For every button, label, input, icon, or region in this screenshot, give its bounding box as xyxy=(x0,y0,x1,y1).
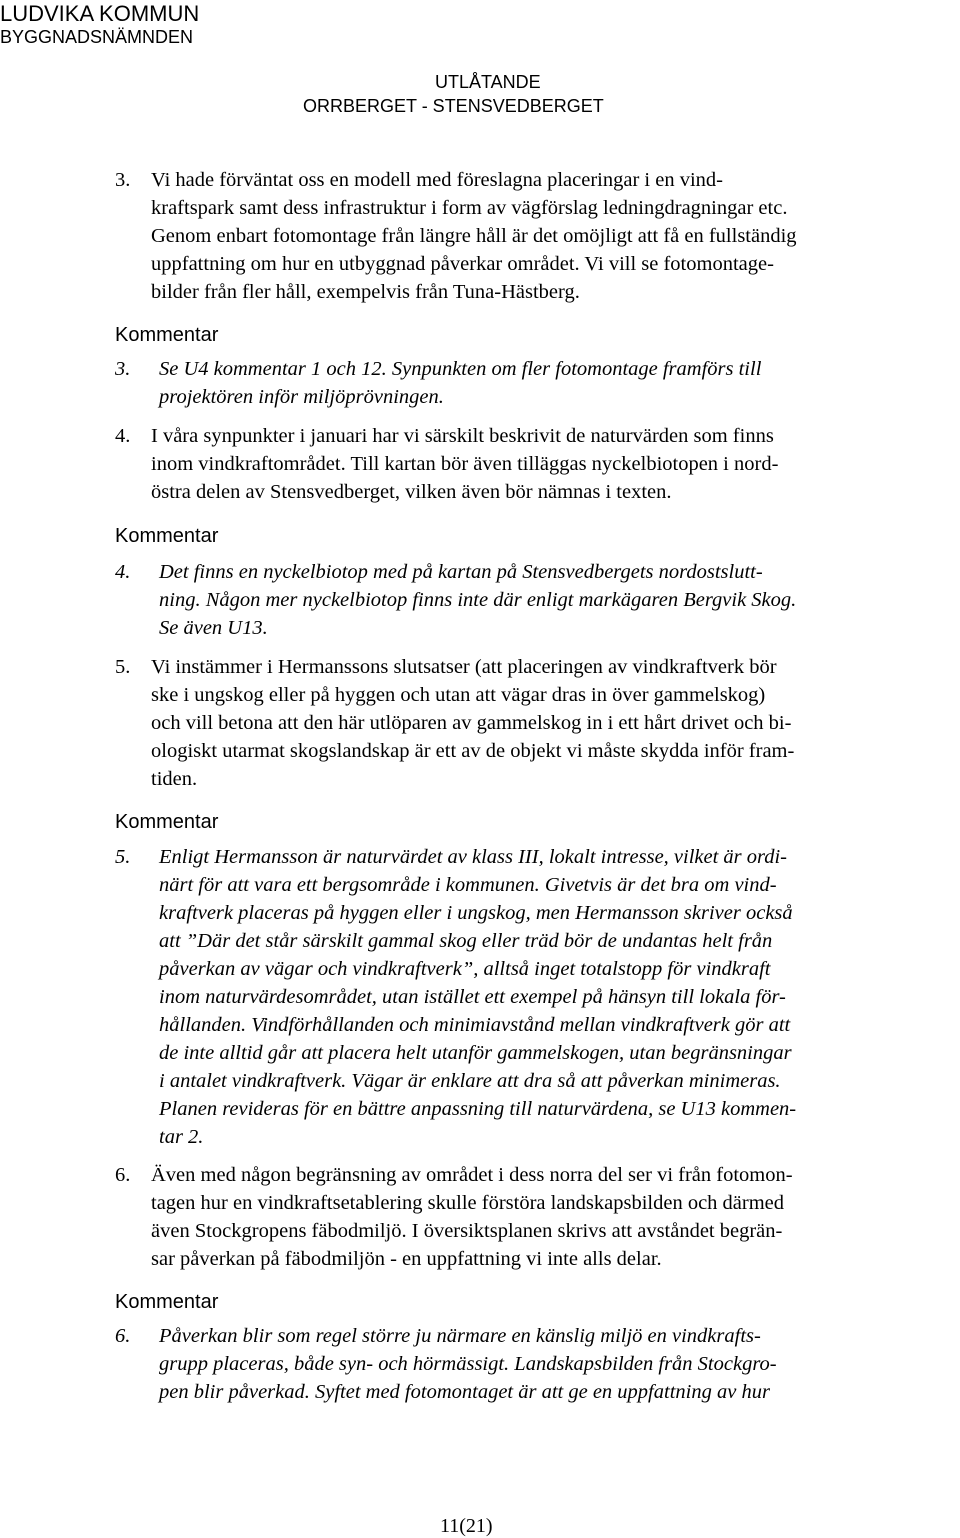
text-line: Det finns en nyckelbiotop med på kartan på Stensvedbergets nordostslutt- xyxy=(159,561,763,583)
text-line: tiden. xyxy=(151,768,198,790)
text-line: Även med någon begränsning av området i dess norra del ser vi från fotomon- xyxy=(151,1164,793,1186)
document-type: UTLÅTANDE xyxy=(435,72,541,92)
text-line: Vi instämmer i Hermanssons slutsatser (att placeringen av vindkraftverk bör xyxy=(151,656,777,678)
comment-heading: Kommentar xyxy=(115,1291,219,1313)
text-line: och vill betona att den här utlöparen av gammelskog in i ett hårt drivet och bi- xyxy=(151,712,792,734)
item-text xyxy=(159,1322,929,1406)
text-line: Vi hade förväntat oss en modell med föreslagna placeringar i en vind- xyxy=(151,169,723,191)
text-line: hållanden. Vindförhållanden och minimiavstånd mellan vindkraftverk gör att xyxy=(159,1014,791,1036)
text-line: tar 2. xyxy=(159,1126,204,1148)
text-line: kraftspark samt dess infrastruktur i form av vägförslag ledningdragningar etc. xyxy=(151,197,788,219)
item-number: 4. xyxy=(115,425,131,447)
comment-heading: Kommentar xyxy=(115,811,219,833)
comment-heading: Kommentar xyxy=(115,525,219,547)
text-line: tagen hur en vindkraftsetablering skulle förstöra landskapsbilden och därmed xyxy=(151,1192,785,1214)
item-text xyxy=(159,843,929,1151)
item-number: 4. xyxy=(115,561,131,583)
comment-heading: Kommentar xyxy=(115,324,219,346)
item-number: 3. xyxy=(115,358,131,380)
text-line: östra delen av Stensvedberget, vilken även bör nämnas i texten. xyxy=(151,481,672,503)
text-line: sar påverkan på fäbodmiljön - en uppfattning vi inte alls delar. xyxy=(151,1248,662,1270)
item-text xyxy=(151,1161,921,1273)
text-line: I våra synpunkter i januari har vi särskilt beskrivit de naturvärden som finns xyxy=(151,425,774,447)
item-text xyxy=(151,653,921,793)
text-line: inom naturvärdesområdet, utan istället ett exempel på hänsyn till lokala för- xyxy=(159,986,786,1008)
document-subject: ORRBERGET - STENSVEDBERGET xyxy=(303,96,604,116)
item-number: 5. xyxy=(115,656,131,678)
organization-name: LUDVIKA KOMMUN xyxy=(0,1,200,26)
item-text xyxy=(159,558,929,642)
text-line: projektören inför miljöprövningen. xyxy=(159,386,444,408)
text-line: i antalet vindkraftverk. Vägar är enklare att dra så att påverkan minimeras. xyxy=(159,1070,781,1092)
item-number: 6. xyxy=(115,1325,131,1347)
text-line: Genom enbart fotomontage från längre håll är det omöjligt att få en fullständig xyxy=(151,225,797,247)
item-text xyxy=(159,355,929,411)
text-line: pen blir påverkad. Syftet med fotomontaget är att ge en uppfattning av hur xyxy=(159,1381,770,1403)
item-text xyxy=(151,166,921,306)
text-line: de inte alltid går att placera helt utanför gammelskogen, utan begränsningar xyxy=(159,1042,792,1064)
text-line: uppfattning om hur en utbyggnad påverkar området. Vi vill se fotomontage- xyxy=(151,253,774,275)
text-line: Se även U13. xyxy=(159,617,268,639)
item-number: 5. xyxy=(115,846,131,868)
text-line: ning. Någon mer nyckelbiotop finns inte där enligt markägaren Bergvik Skog. xyxy=(159,589,797,611)
text-line: att ”Där det står särskilt gammal skog eller träd bör de undantas helt från xyxy=(159,930,773,952)
text-line: inom vindkraftområdet. Till kartan bör även tilläggas nyckelbiotopen i nord- xyxy=(151,453,779,475)
text-line: kraftverk placeras på hyggen eller i ungskog, men Hermansson skriver också xyxy=(159,902,793,924)
text-line: ske i ungskog eller på hyggen och utan att vägar dras in över gammelskog) xyxy=(151,684,766,706)
text-line: Enligt Hermansson är naturvärdet av klass III, lokalt intresse, vilket är ordi- xyxy=(159,846,788,868)
item-number: 3. xyxy=(115,169,131,191)
board-name: BYGGNADSNÄMNDEN xyxy=(0,27,194,47)
item-number: 6. xyxy=(115,1164,131,1186)
text-line: Se U4 kommentar 1 och 12. Synpunkten om fler fotomontage framförs till xyxy=(159,358,762,380)
text-line: även Stockgropens fäbodmiljö. I översiktsplanen skrivs att avståndet begrän- xyxy=(151,1220,783,1242)
text-line: Påverkan blir som regel större ju närmare en känslig miljö en vindkrafts- xyxy=(159,1325,761,1347)
text-line: bilder från fler håll, exempelvis från Tuna-Hästberg. xyxy=(151,281,580,303)
text-line: ologiskt utarmat skogslandskap är ett av de objekt vi måste skydda inför fram- xyxy=(151,740,795,762)
text-line: grupp placeras, både syn- och hörmässigt. Landskapsbilden från Stockgro- xyxy=(159,1353,777,1375)
text-line: påverkan av vägar och vindkraftverk”, alltså inget totalstopp för vindkraft xyxy=(159,958,771,980)
page-number: 11(21) xyxy=(440,1515,493,1537)
item-text xyxy=(151,422,921,506)
text-line: närt för att vara ett bergsområde i kommunen. Givetvis är det bra om vind- xyxy=(159,874,777,896)
text-line: Planen revideras för en bättre anpassning till naturvärdena, se U13 kommen- xyxy=(159,1098,797,1120)
